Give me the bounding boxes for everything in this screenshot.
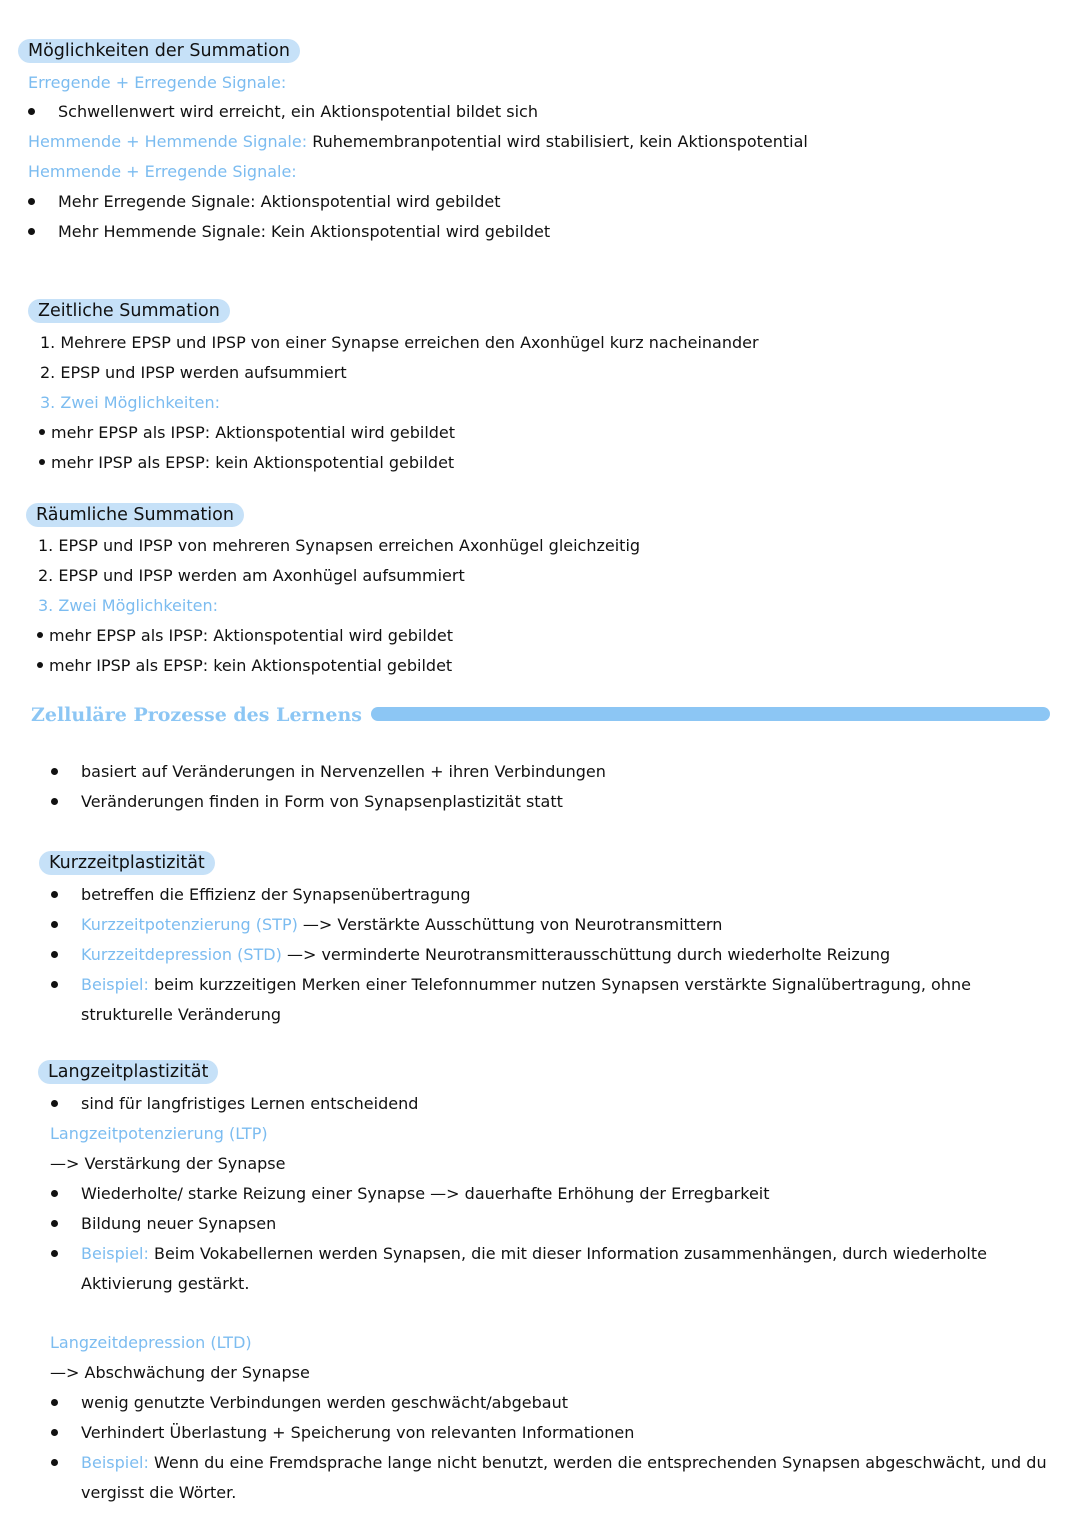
stp-label: Kurzzeitpotenzierung (STP) bbox=[81, 915, 298, 934]
std-text: —> verminderte Neurotransmitterausschüttung durch wiederholte Reizung bbox=[281, 945, 891, 964]
spatial-step: 2. EPSP und IPSP werden am Axonhügel aufsummiert bbox=[38, 566, 465, 585]
inhibit-excite-item: Mehr Hemmende Signale: Kein Aktionspotential wird gebildet bbox=[58, 222, 551, 241]
ltd-example: Beispiel: Wenn du eine Fremdsprache lange nicht benutzt, werden die entsprechenden Synapsen abgeschwächt, und du bbox=[81, 1453, 1047, 1472]
temporal-possibilities-label: 3. Zwei Möglichkeiten: bbox=[40, 393, 220, 412]
learning-item: Veränderungen finden in Form von Synapsenplastizität statt bbox=[81, 792, 563, 811]
short-term-example: Beispiel: beim kurzzeitigen Merken einer Telefonnummer nutzen Synapsen verstärkte Signalübertragung, ohne bbox=[81, 975, 971, 994]
summation-heading: Möglichkeiten der Summation bbox=[18, 39, 300, 63]
bullet-icon bbox=[51, 798, 58, 805]
bullet-icon bbox=[39, 459, 45, 465]
ltd-example-cont: vergisst die Wörter. bbox=[81, 1483, 237, 1502]
bullet-icon bbox=[51, 1220, 58, 1227]
learning-section-title: Zelluläre Prozesse des Lernens bbox=[31, 704, 362, 726]
temporal-possibility: mehr EPSP als IPSP: Aktionspotential wird gebildet bbox=[39, 423, 455, 443]
example-label: Beispiel: bbox=[81, 975, 149, 994]
bullet-icon bbox=[51, 951, 58, 958]
ltp-item: Wiederholte/ starke Reizung einer Synapse —> dauerhafte Erhöhung der Erregbarkeit bbox=[81, 1184, 770, 1203]
bullet-icon bbox=[51, 1399, 58, 1406]
short-term-example-cont: strukturelle Veränderung bbox=[81, 1005, 281, 1024]
bullet-icon bbox=[51, 891, 58, 898]
ltp-label: Langzeitpotenzierung (LTP) bbox=[50, 1124, 268, 1143]
temporal-heading: Zeitliche Summation bbox=[28, 299, 230, 323]
inhibit-inhibit-text: Ruhemembranpotential wird stabilisiert, kein Aktionspotential bbox=[307, 132, 808, 151]
ltp-item: Bildung neuer Synapsen bbox=[81, 1214, 277, 1233]
bullet-icon bbox=[51, 1459, 58, 1466]
std-label: Kurzzeitdepression (STD) bbox=[81, 945, 282, 964]
ltp-arrow-line: —> Verstärkung der Synapse bbox=[50, 1154, 286, 1173]
std-line bbox=[81, 945, 890, 965]
ltd-arrow-line: —> Abschwächung der Synapse bbox=[50, 1363, 310, 1382]
long-term-item: sind für langfristiges Lernen entscheidend bbox=[81, 1094, 419, 1113]
bullet-icon bbox=[37, 662, 43, 668]
excite-excite-item: Schwellenwert wird erreicht, ein Aktionspotential bildet sich bbox=[58, 102, 538, 121]
bullet-icon bbox=[51, 1429, 58, 1436]
bullet-icon bbox=[28, 198, 35, 205]
section-divider-bar bbox=[371, 707, 1050, 721]
short-term-item: betreffen die Effizienz der Synapsenübertragung bbox=[81, 885, 471, 904]
inhibit-excite-item: Mehr Erregende Signale: Aktionspotential wird gebildet bbox=[58, 192, 501, 211]
example-label: Beispiel: bbox=[81, 1453, 149, 1472]
example-label: Beispiel: bbox=[81, 1244, 149, 1263]
bullet-icon bbox=[51, 921, 58, 928]
bullet-icon bbox=[28, 228, 35, 235]
spatial-possibilities-label: 3. Zwei Möglichkeiten: bbox=[38, 596, 218, 615]
ltp-example-cont: Aktivierung gestärkt. bbox=[81, 1274, 250, 1293]
temporal-step: 2. EPSP und IPSP werden aufsummiert bbox=[40, 363, 347, 382]
long-term-heading: Langzeitplastizität bbox=[38, 1060, 218, 1084]
short-term-heading: Kurzzeitplastizität bbox=[39, 851, 215, 875]
bullet-icon bbox=[28, 108, 35, 115]
temporal-step: 1. Mehrere EPSP und IPSP von einer Synapse erreichen den Axonhügel kurz nacheinander bbox=[40, 333, 759, 352]
ltp-example: Beispiel: Beim Vokabellernen werden Synapsen, die mit dieser Information zusammenhängen, durch wiederholte bbox=[81, 1244, 987, 1263]
spatial-heading: Räumliche Summation bbox=[26, 503, 244, 527]
bullet-icon bbox=[51, 768, 58, 775]
excite-excite-label: Erregende + Erregende Signale: bbox=[28, 73, 287, 92]
bullet-icon bbox=[51, 1100, 58, 1107]
inhibit-inhibit-line bbox=[28, 132, 808, 152]
spatial-step: 1. EPSP und IPSP von mehreren Synapsen erreichen Axonhügel gleichzeitig bbox=[38, 536, 641, 555]
ltd-label: Langzeitdepression (LTD) bbox=[50, 1333, 252, 1352]
ltd-item: Verhindert Überlastung + Speicherung von relevanten Informationen bbox=[81, 1423, 635, 1442]
spatial-possibility: mehr EPSP als IPSP: Aktionspotential wird gebildet bbox=[37, 626, 453, 646]
inhibit-inhibit-label: Hemmende + Hemmende Signale: bbox=[28, 132, 308, 151]
bullet-icon bbox=[51, 1250, 58, 1257]
bullet-icon bbox=[51, 981, 58, 988]
learning-item: basiert auf Veränderungen in Nervenzellen + ihren Verbindungen bbox=[81, 762, 606, 781]
bullet-icon bbox=[37, 632, 43, 638]
stp-text: —> Verstärkte Ausschüttung von Neurotransmittern bbox=[297, 915, 723, 934]
spatial-possibility: mehr IPSP als EPSP: kein Aktionspotential gebildet bbox=[37, 656, 452, 676]
bullet-icon bbox=[39, 429, 45, 435]
ltd-item: wenig genutzte Verbindungen werden geschwächt/abgebaut bbox=[81, 1393, 568, 1412]
stp-line bbox=[81, 915, 722, 935]
inhibit-excite-label: Hemmende + Erregende Signale: bbox=[28, 162, 297, 181]
bullet-icon bbox=[51, 1190, 58, 1197]
temporal-possibility: mehr IPSP als EPSP: kein Aktionspotential gebildet bbox=[39, 453, 454, 473]
